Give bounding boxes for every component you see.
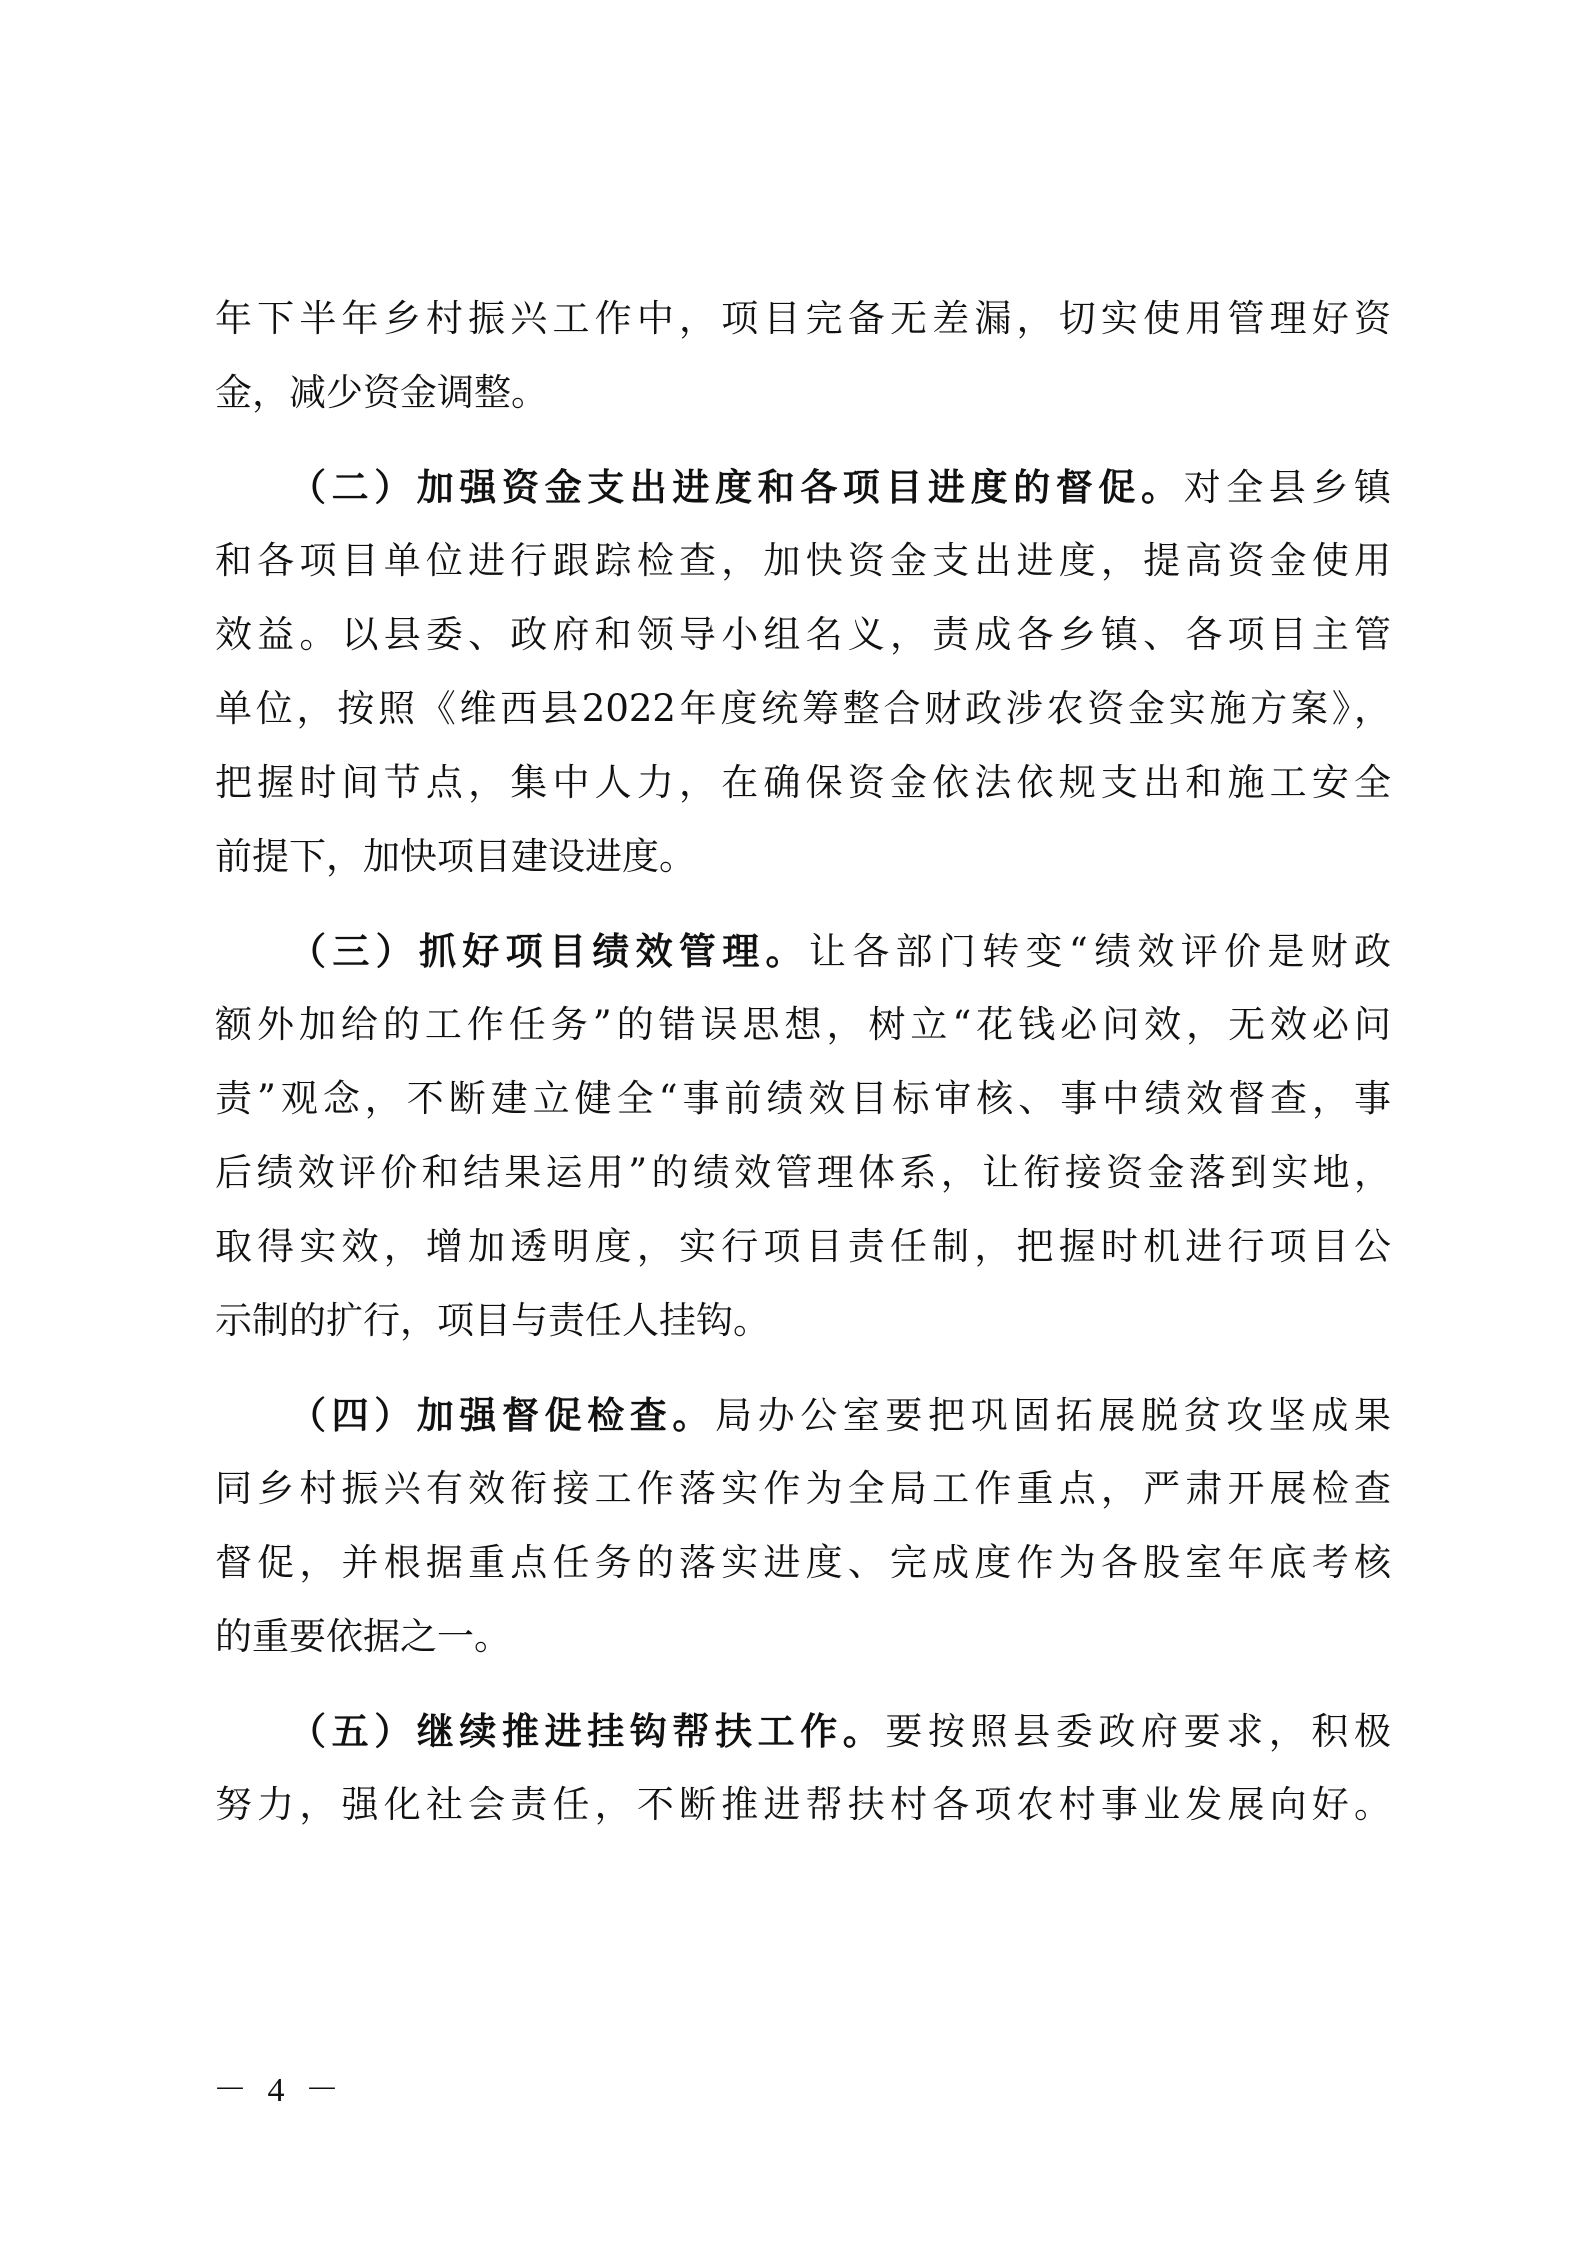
text-line (215, 914, 1391, 988)
text-line: 前提下，加快项目建设进度。 (215, 835, 696, 878)
paragraph-intro-continuation (215, 282, 1391, 430)
paragraph-section-5 (215, 1694, 1391, 1842)
text-line: 的重要依据之一。 (215, 1615, 511, 1658)
paragraph-section-3 (215, 914, 1391, 1358)
text-line: 年下半年乡村振兴工作中，项目完备无差漏，切实使用管理好资 (215, 297, 1391, 340)
section-body-start: 让各部门转变“绩效评价是财政 (808, 930, 1392, 973)
text-line (215, 1694, 1391, 1768)
text-line (215, 1378, 1391, 1452)
page-number: － 4 － (213, 2072, 345, 2109)
text-line: 单位，按照《维西县2022年度统筹整合财政涉农资金实施方案》， (215, 687, 1391, 730)
text-line: 和各项目单位进行跟踪检查，加快资金支出进度，提高资金使用 (215, 539, 1391, 582)
section-body-start: 要按照县委政府要求，积极 (885, 1710, 1392, 1753)
text-line: 督促，并根据重点任务的落实进度、完成度作为各股室年底考核 (215, 1541, 1391, 1584)
document-page (215, 282, 1391, 1862)
section-body-start: 局办公室要把巩固拓展脱贫攻坚成果 (715, 1394, 1391, 1437)
paragraph-section-2 (215, 450, 1391, 894)
section-heading: （二）加强资金支出进度和各项目进度的督促。 (289, 465, 1184, 509)
text-line (215, 450, 1391, 524)
paragraph-section-4 (215, 1378, 1391, 1674)
text-line: 责”观念，不断建立健全“事前绩效目标审核、事中绩效督查，事 (215, 1077, 1391, 1120)
text-line: 把握时间节点，集中人力，在确保资金依法依规支出和施工安全 (215, 761, 1391, 804)
section-heading: （五）继续推进挂钩帮扶工作。 (289, 1709, 886, 1753)
text-line: 金，减少资金调整。 (215, 371, 548, 414)
section-body-start: 对全县乡镇 (1183, 466, 1392, 509)
section-heading: （三）抓好项目绩效管理。 (289, 929, 809, 973)
text-line: 效益。以县委、政府和领导小组名义，责成各乡镇、各项目主管 (215, 613, 1391, 656)
text-line: 努力，强化社会责任，不断推进帮扶村各项农村事业发展向好。 (215, 1783, 1391, 1826)
section-heading: （四）加强督促检查。 (289, 1393, 715, 1437)
text-line: 同乡村振兴有效衔接工作落实作为全局工作重点，严肃开展检查 (215, 1467, 1391, 1510)
text-line: 取得实效，增加透明度，实行项目责任制，把握时机进行项目公 (215, 1225, 1391, 1268)
text-line: 示制的扩行，项目与责任人挂钩。 (215, 1299, 770, 1342)
text-line: 额外加给的工作任务”的错误思想，树立“花钱必问效，无效必问 (215, 1003, 1391, 1046)
text-line: 后绩效评价和结果运用”的绩效管理体系，让衔接资金落到实地， (215, 1151, 1391, 1194)
